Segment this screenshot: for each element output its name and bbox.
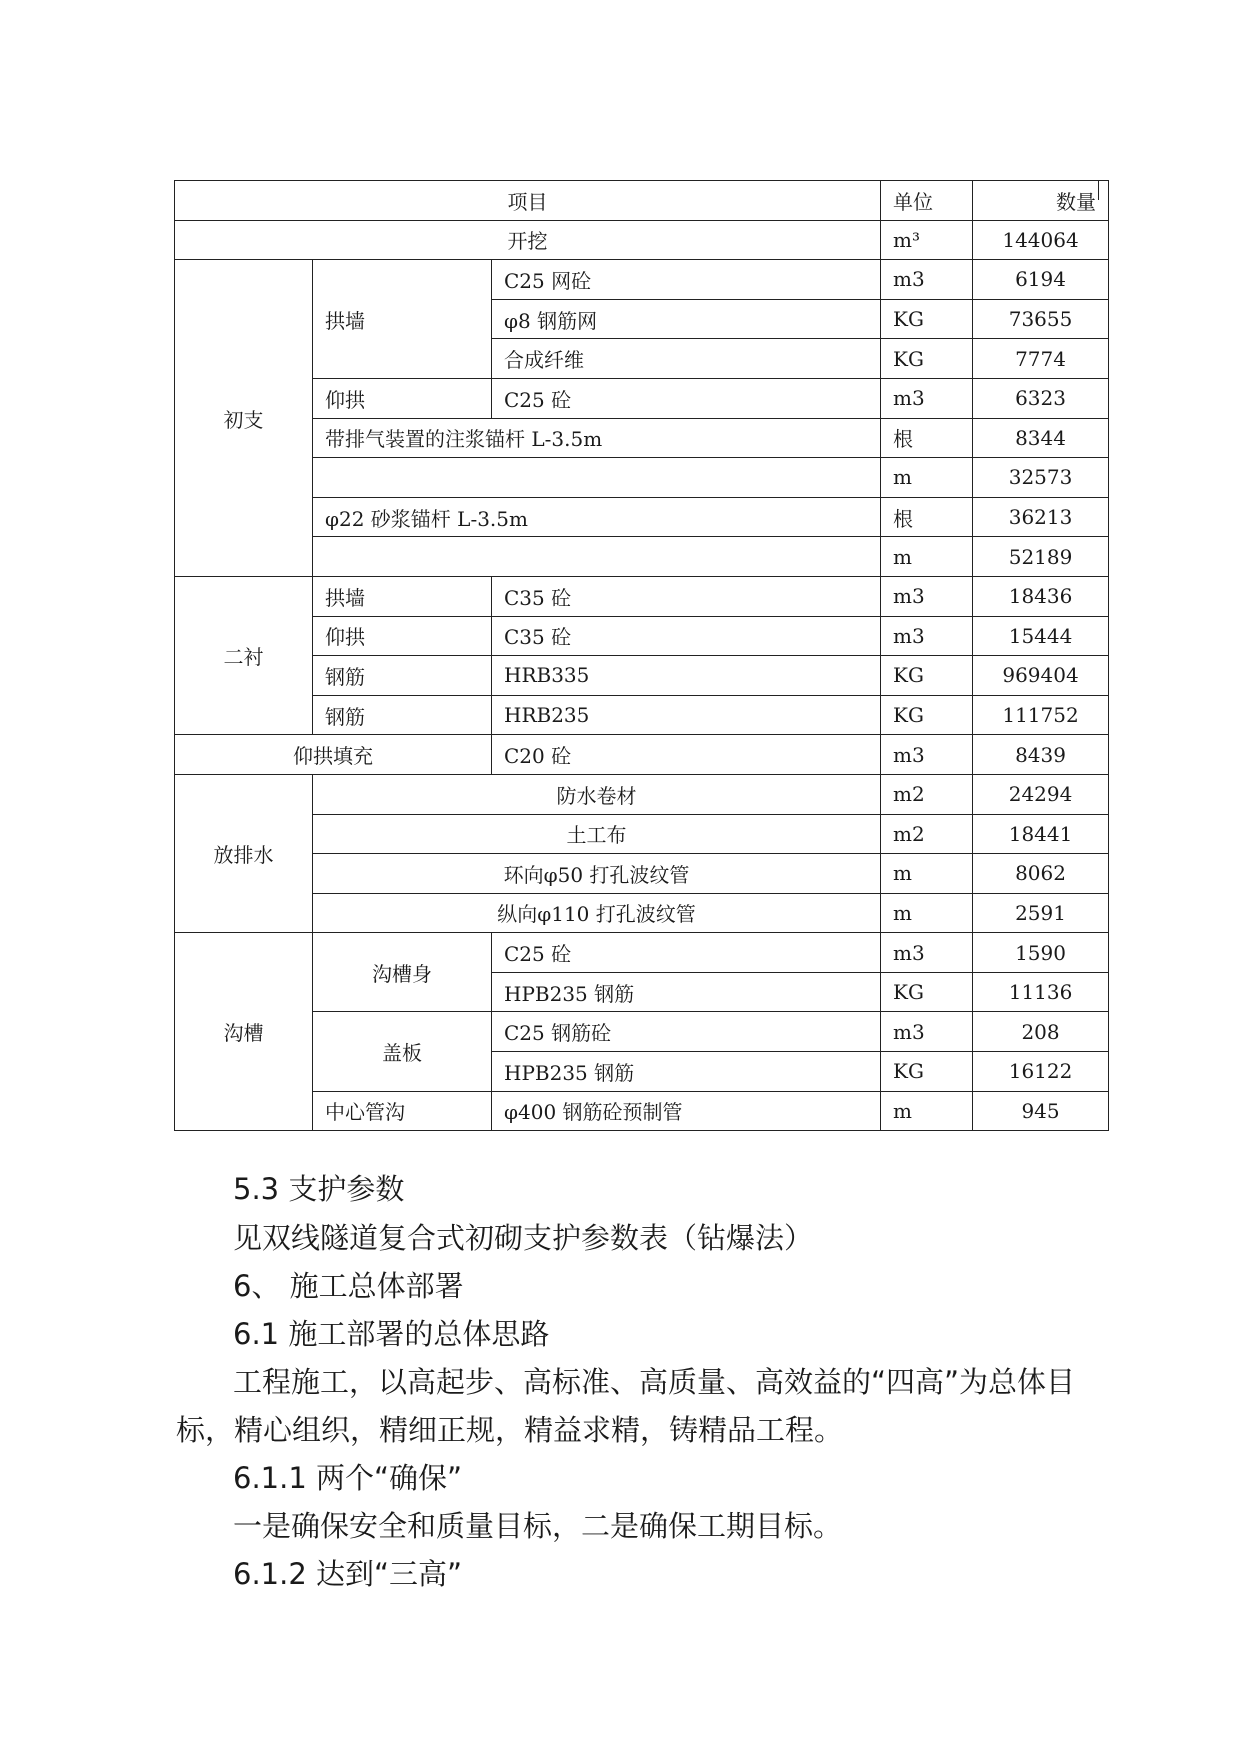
group-initial-support: 初支 [175, 260, 313, 577]
cell-item: 纵向φ110 打孔波纹管 [313, 893, 881, 933]
cell-unit: 根 [881, 418, 973, 458]
paragraph-overall-goal-line2: 标，精心组织，精细正规，精益求精，铸精品工程。 [176, 1413, 844, 1447]
cell-unit: KG [881, 299, 973, 339]
table-row [175, 854, 1109, 894]
cell-unit: m [881, 1091, 973, 1131]
cell-qty: 1590 [973, 933, 1109, 973]
cell-item: 土工布 [313, 814, 881, 854]
cell-unit: m3 [881, 616, 973, 656]
cell-item: 开挖 [175, 220, 881, 260]
table-row [175, 616, 1109, 656]
cell-qty: 7774 [973, 339, 1109, 379]
cell-qty: 111752 [973, 695, 1109, 735]
cell-part: 钢筋 [313, 656, 492, 696]
cell-unit: m3 [881, 933, 973, 973]
cell-item: C25 砼 [492, 933, 881, 973]
cell-qty: 36213 [973, 497, 1109, 537]
table-row [175, 656, 1109, 696]
cell-part: 拱墙 [313, 576, 492, 616]
heading-6: 6、 施工总体部署 [233, 1269, 464, 1303]
cell-item: C35 砼 [492, 616, 881, 656]
paragraph-support-params: 见双线隧道复合式初砌支护参数表（钻爆法） [233, 1221, 814, 1255]
heading-6-1: 6.1 施工部署的总体思路 [233, 1317, 550, 1351]
sub-cover-plate: 盖板 [313, 1012, 492, 1091]
header-item: 项目 [175, 181, 881, 221]
table-row [175, 1012, 1109, 1052]
cell-unit: 根 [881, 497, 973, 537]
cell-item: HPB235 钢筋 [492, 1052, 881, 1092]
cell-qty: 8439 [973, 735, 1109, 775]
table-row [175, 220, 1109, 260]
cell-qty: 969404 [973, 656, 1109, 696]
cell-unit: m [881, 458, 973, 498]
table-row [175, 458, 1109, 498]
table-row [175, 1091, 1109, 1131]
cell-unit: m [881, 893, 973, 933]
cell-item: C25 砼 [492, 378, 881, 418]
table-row [175, 378, 1109, 418]
header-qty: 数量 [973, 181, 1109, 221]
table-row [175, 933, 1109, 973]
table-row [175, 576, 1109, 616]
cell-part: 仰拱 [313, 616, 492, 656]
table-row [175, 735, 1109, 775]
cell-qty: 18441 [973, 814, 1109, 854]
cell-qty: 16122 [973, 1052, 1109, 1092]
cell-item: C25 钢筋砼 [492, 1012, 881, 1052]
cell-qty: 6194 [973, 260, 1109, 300]
cell-qty: 24294 [973, 774, 1109, 814]
cell-qty: 208 [973, 1012, 1109, 1052]
table-row [175, 497, 1109, 537]
cell-unit: m3 [881, 735, 973, 775]
cell-qty: 18436 [973, 576, 1109, 616]
cell-qty: 6323 [973, 378, 1109, 418]
cell-item: 环向φ50 打孔波纹管 [313, 854, 881, 894]
cell-qty: 73655 [973, 299, 1109, 339]
cell-item: C35 砼 [492, 576, 881, 616]
sub-arch-wall: 拱墙 [313, 260, 492, 379]
cell-item: 带排气装置的注浆锚杆 L-3.5m [313, 418, 881, 458]
cell-unit: KG [881, 339, 973, 379]
group-drainage: 放排水 [175, 774, 313, 932]
cell-unit: KG [881, 656, 973, 696]
cell-item: φ400 钢筋砼预制管 [492, 1091, 881, 1131]
cell-item: HRB235 [492, 695, 881, 735]
cell-unit: m [881, 537, 973, 577]
table-row [175, 893, 1109, 933]
cell-item: HPB235 钢筋 [492, 972, 881, 1012]
cell-qty: 11136 [973, 972, 1109, 1012]
heading-6-1-1: 6.1.1 两个“确保” [233, 1461, 463, 1495]
cell-item: φ8 钢筋网 [492, 299, 881, 339]
cell-item: HRB335 [492, 656, 881, 696]
cell-unit: m³ [881, 220, 973, 260]
cell-unit: m2 [881, 774, 973, 814]
group-trench: 沟槽 [175, 933, 313, 1131]
table-row [175, 537, 1109, 577]
cell-qty: 144064 [973, 220, 1109, 260]
cell-qty: 32573 [973, 458, 1109, 498]
cell-unit: KG [881, 972, 973, 1012]
heading-6-1-2: 6.1.2 达到“三高” [233, 1557, 463, 1591]
cell-item [313, 537, 881, 577]
cell-qty: 15444 [973, 616, 1109, 656]
quantity-table [174, 180, 1109, 1131]
cell-item: C25 网砼 [492, 260, 881, 300]
table-row [175, 260, 1109, 300]
cell-unit: KG [881, 695, 973, 735]
paragraph-two-ensures: 一是确保安全和质量目标，二是确保工期目标。 [233, 1509, 843, 1543]
sub-invert: 仰拱 [313, 378, 492, 418]
cell-unit: m3 [881, 260, 973, 300]
table-row [175, 774, 1109, 814]
cell-invert-fill: 仰拱填充 [175, 735, 492, 775]
paragraph-overall-goal-line1: 工程施工，以高起步、高标准、高质量、高效益的“四高”为总体目 [233, 1365, 1076, 1399]
cell-unit: m3 [881, 378, 973, 418]
sub-center-trench: 中心管沟 [313, 1091, 492, 1131]
cell-unit: m3 [881, 1012, 973, 1052]
cell-unit: KG [881, 1052, 973, 1092]
cell-qty: 52189 [973, 537, 1109, 577]
cell-part: 钢筋 [313, 695, 492, 735]
cell-qty: 8344 [973, 418, 1109, 458]
cell-unit: m [881, 854, 973, 894]
header-unit: 单位 [881, 181, 973, 221]
heading-5-3: 5.3 支护参数 [233, 1172, 405, 1206]
cell-unit: m2 [881, 814, 973, 854]
group-secondary-lining: 二衬 [175, 576, 313, 734]
table-row [175, 695, 1109, 735]
cell-item: 防水卷材 [313, 774, 881, 814]
table-edge-mark [1097, 180, 1099, 200]
cell-qty: 8062 [973, 854, 1109, 894]
sub-trench-body: 沟槽身 [313, 933, 492, 1012]
cell-qty: 945 [973, 1091, 1109, 1131]
cell-qty: 2591 [973, 893, 1109, 933]
cell-item: 合成纤维 [492, 339, 881, 379]
cell-item [313, 458, 881, 498]
table-row [175, 418, 1109, 458]
cell-item: C20 砼 [492, 735, 881, 775]
cell-unit: m3 [881, 576, 973, 616]
table-row [175, 814, 1109, 854]
cell-item: φ22 砂浆锚杆 L-3.5m [313, 497, 881, 537]
table-header-row [175, 181, 1109, 221]
